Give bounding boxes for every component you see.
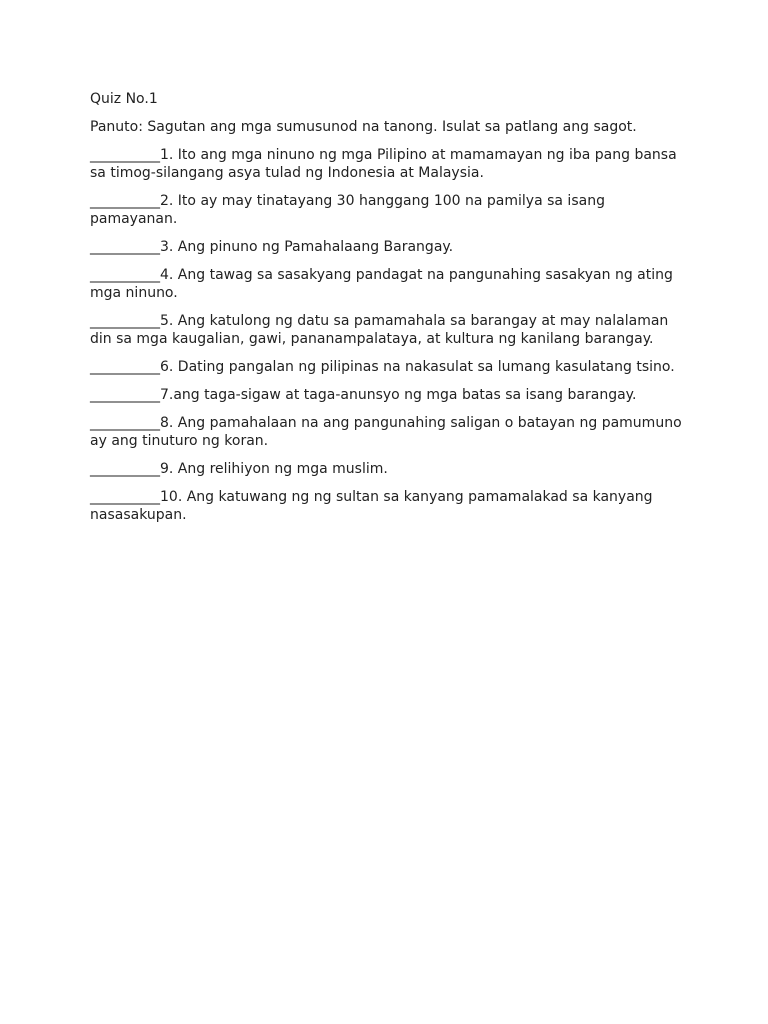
question-1: __________1. Ito ang mga ninuno ng mga Pilipino at mamamayan ng iba pang bansa sa timog-silangang asya tulad ng Indonesia at Malaysia. [90, 147, 677, 181]
question-5: __________5. Ang katulong ng datu sa pamamahala sa barangay at may nalalaman din sa mga kaugalian, gawi, pananampalataya, at kultura ng kanilang barangay. [90, 313, 669, 347]
question-6: __________6. Dating pangalan ng pilipinas na nakasulat sa lumang kasulatang tsino. [90, 359, 675, 375]
question-3: __________3. Ang pinuno ng Pamahalaang Barangay. [90, 239, 454, 255]
question-9: __________9. Ang relihiyon ng mga muslim. [90, 461, 388, 477]
question-8: __________8. Ang pamahalaan na ang pangunahing saligan o batayan ng pamumuno ay ang tinuturo ng koran. [90, 415, 682, 449]
quiz-instructions: Panuto: Sagutan ang mga sumusunod na tanong. Isulat sa patlang ang sagot. [90, 119, 637, 135]
document-page [90, 90, 690, 534]
question-2: __________2. Ito ay may tinatayang 30 hanggang 100 na pamilya sa isang pamayanan. [90, 193, 605, 227]
question-4: __________4. Ang tawag sa sasakyang pandagat na pangunahing sasakyan ng ating mga ninuno. [90, 267, 673, 301]
quiz-title: Quiz No.1 [90, 91, 158, 107]
question-7: __________7.ang taga-sigaw at taga-anunsyo ng mga batas sa isang barangay. [90, 387, 637, 403]
question-10: __________10. Ang katuwang ng ng sultan sa kanyang pamamalakad sa kanyang nasasakupan. [90, 489, 653, 523]
